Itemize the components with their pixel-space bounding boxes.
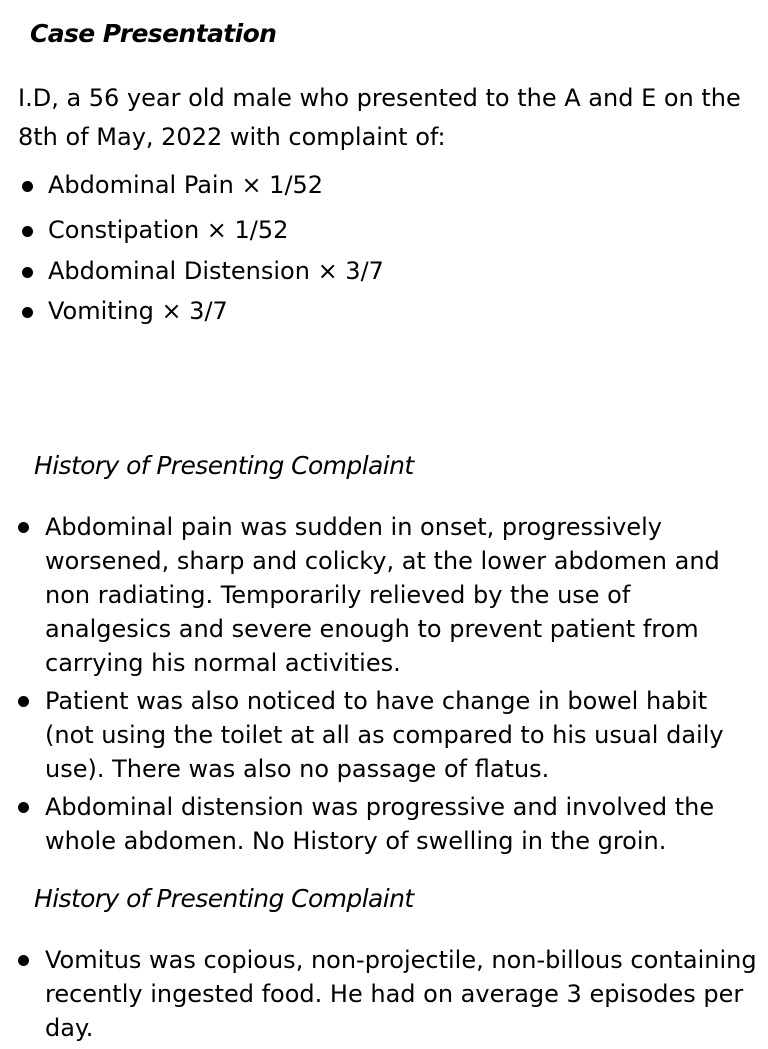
bullet-text: Patient was also noticed to have change in bowel habit (not using the toilet at all as compared to his usual daily use). There was also no passage of flatus. bbox=[45, 687, 724, 783]
bullet-icon bbox=[18, 696, 29, 707]
intro-paragraph: I.D, a 56 year old male who presented to the A and E on the 8th of May, 2022 with complaint of: bbox=[18, 84, 741, 151]
bullet-icon bbox=[22, 226, 33, 237]
bullet-icon bbox=[18, 522, 29, 533]
bullet-icon bbox=[18, 955, 29, 966]
bullet-text: Abdominal pain was sudden in onset, progressively worsened, sharp and colicky, at the lower abdomen and non radiating. Temporarily relieved by the use of analgesics and severe enough to prevent patient from carrying his normal activities. bbox=[45, 513, 720, 677]
page-title: Case Presentation bbox=[30, 19, 277, 48]
bullet-icon bbox=[22, 267, 33, 278]
section-heading: History of Presenting Complaint bbox=[34, 884, 414, 913]
bullet-text: Vomitus was copious, non-projectile, non-billous containing recently ingested food. He had on average 3 episodes per day. bbox=[45, 946, 757, 1042]
section-heading: History of Presenting Complaint bbox=[34, 451, 414, 480]
complaint-text: Vomiting × 3/7 bbox=[48, 297, 228, 325]
list-item bbox=[0, 790, 768, 858]
bullet-icon bbox=[18, 802, 29, 813]
hpc-list bbox=[0, 510, 768, 862]
complaint-text: Abdominal Distension × 3/7 bbox=[48, 257, 384, 285]
bullet-icon bbox=[22, 307, 33, 318]
complaint-text: Constipation × 1/52 bbox=[48, 216, 289, 244]
bullet-text: Abdominal distension was progressive and involved the whole abdomen. No History of swelling in the groin. bbox=[45, 793, 715, 855]
list-item bbox=[0, 510, 768, 680]
list-item bbox=[0, 943, 768, 1045]
hpc-list bbox=[0, 943, 768, 1049]
bullet-icon bbox=[22, 181, 33, 192]
complaint-text: Abdominal Pain × 1/52 bbox=[48, 171, 324, 199]
list-item bbox=[0, 684, 768, 786]
